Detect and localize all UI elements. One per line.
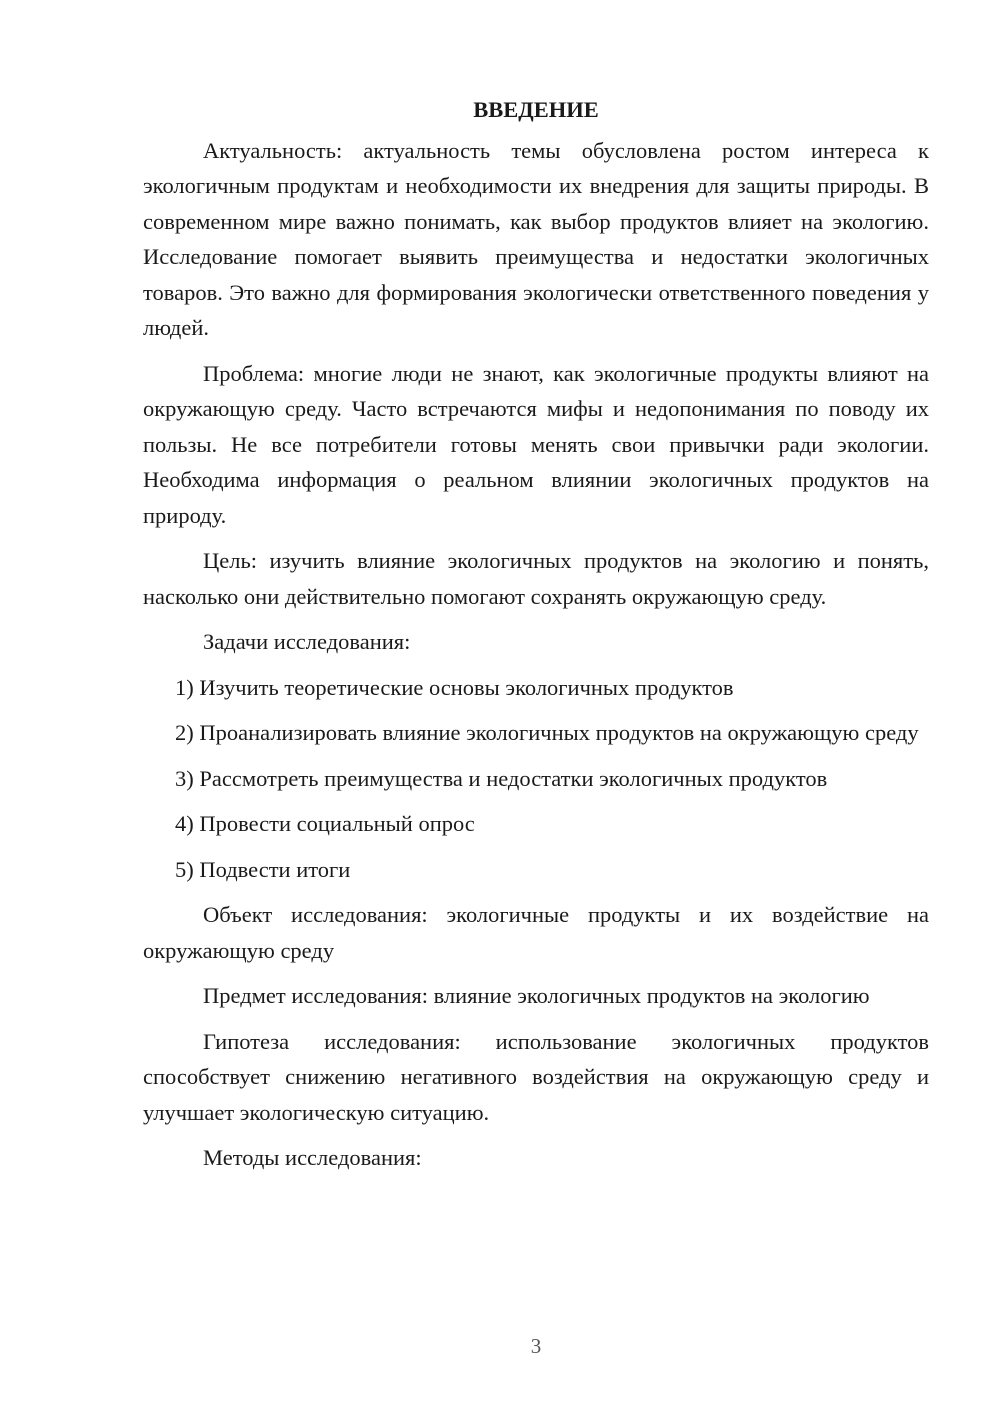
list-item: 2) Проанализировать влияние экологичных продуктов на окружающую среду bbox=[175, 720, 919, 745]
page-content bbox=[143, 92, 929, 1186]
paragraph-relevance: Актуальность: актуальность темы обусловлена ростом интереса к экологичным продуктам и необходимости их внедрения для защиты природы. В современном мире важно понимать, как выбор продуктов влияет на экологию. Исследование помогает выявить преимущества и недостатки экологичных товаров. Это важно для формирования экологически ответственного поведения у людей. bbox=[143, 137, 929, 340]
tasks-list bbox=[143, 670, 929, 888]
paragraph-hypothesis: Гипотеза исследования: использование экологичных продуктов способствует снижению негативного воздействия на окружающую среду и улучшает экологическую ситуацию. bbox=[143, 1028, 929, 1125]
paragraph-goal: Цель: изучить влияние экологичных продуктов на экологию и понять, насколько они действительно помогают сохранять окружающую среду. bbox=[143, 548, 929, 609]
list-item: 5) Подвести итоги bbox=[175, 856, 351, 882]
paragraph-object: Объект исследования: экологичные продукты и их воздействие на окружающую среду bbox=[143, 902, 929, 963]
methods-title: Методы исследования: bbox=[203, 1145, 422, 1170]
list-item: 4) Провести социальный опрос bbox=[175, 811, 475, 836]
page-number: 3 bbox=[530, 1334, 542, 1358]
paragraph-subject: Предмет исследования: влияние экологичных продуктов на экологию bbox=[203, 983, 870, 1008]
tasks-title: Задачи исследования: bbox=[203, 629, 411, 654]
list-item: 3) Рассмотреть преимущества и недостатки экологичных продуктов bbox=[175, 765, 828, 791]
paragraph-problem: Проблема: многие люди не знают, как экологичные продукты влияют на окружающую среду. Часто встречаются мифы и недопонимания по поводу их пользы. Не все потребители готовы менять свои привычки ради экологии. Необходима информация о реальном влиянии экологичных продуктов на природу. bbox=[143, 360, 929, 528]
list-item: 1) Изучить теоретические основы экологичных продуктов bbox=[175, 674, 734, 700]
page-heading: ВВЕДЕНИЕ bbox=[473, 97, 599, 122]
